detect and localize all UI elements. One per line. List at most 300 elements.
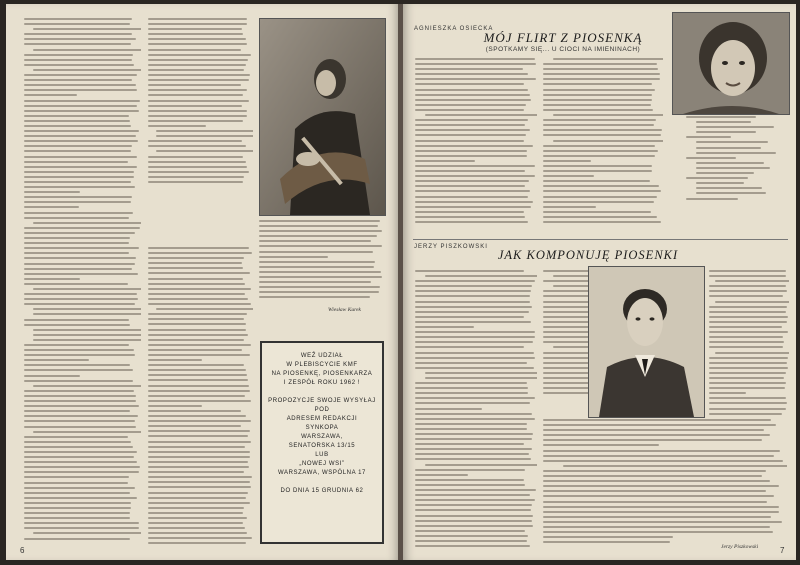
text-line <box>148 492 248 494</box>
announcement-line: ADRESEM REDAKCJI <box>286 416 358 422</box>
text-line <box>543 495 774 497</box>
text-line <box>24 135 136 137</box>
text-line <box>259 251 373 253</box>
announcement-line <box>262 388 382 397</box>
text-line <box>415 346 524 348</box>
text-line <box>543 109 653 111</box>
text-line <box>543 104 651 106</box>
text-line <box>24 186 135 188</box>
text-line <box>24 84 136 86</box>
text-line <box>543 190 661 192</box>
text-line <box>148 33 243 35</box>
text-line <box>24 461 137 463</box>
text-line <box>259 296 370 298</box>
announcement-line: PROPOZYCJE SWOJE WYSYŁAJ <box>268 398 376 404</box>
text-line <box>24 492 130 494</box>
text-line <box>415 165 535 167</box>
text-line <box>148 283 245 285</box>
text-line <box>415 211 524 213</box>
text-line <box>24 201 131 203</box>
text-line <box>415 520 532 522</box>
text-line <box>33 431 141 433</box>
left-page <box>6 4 399 560</box>
text-line <box>148 28 242 30</box>
text-line <box>24 237 130 239</box>
left-column-2-text-top <box>148 18 253 188</box>
text-line <box>415 387 528 389</box>
article2-column-2-bottom <box>543 419 787 551</box>
text-line <box>425 372 537 374</box>
text-line <box>415 367 534 369</box>
text-line <box>709 372 786 374</box>
text-line <box>24 451 137 453</box>
text-line <box>33 313 141 315</box>
text-line <box>148 390 250 392</box>
text-line <box>24 79 132 81</box>
text-line <box>543 501 767 503</box>
text-line <box>148 105 242 107</box>
text-line <box>148 49 241 51</box>
text-line <box>425 275 537 277</box>
article2-title: JAK KOMPONUJĘ PIOSENKI <box>497 248 679 262</box>
text-line <box>24 181 131 183</box>
text-line <box>415 469 525 471</box>
verse-line <box>696 187 762 189</box>
text-line <box>415 362 527 364</box>
text-line <box>24 43 131 45</box>
text-line <box>543 485 779 487</box>
text-line <box>259 276 382 278</box>
text-line <box>148 38 246 40</box>
text-line <box>415 221 528 223</box>
text-line <box>415 140 524 142</box>
text-line <box>543 541 670 543</box>
announcement-line: W PLEBISCYCIE KMF <box>286 362 358 368</box>
text-line <box>415 494 530 496</box>
text-line <box>543 455 774 457</box>
text-line <box>148 451 250 453</box>
text-line <box>709 387 785 389</box>
photo-agnieszka-osiecka <box>672 12 790 115</box>
text-line <box>415 119 528 121</box>
text-line <box>415 423 527 425</box>
text-line <box>148 527 245 529</box>
text-line <box>33 288 141 290</box>
text-line <box>148 120 243 122</box>
text-line <box>415 216 525 218</box>
text-line <box>415 321 531 323</box>
text-line <box>24 120 130 122</box>
text-line <box>24 54 133 56</box>
left-column-3-text <box>259 220 384 304</box>
text-line <box>709 382 786 384</box>
text-line <box>24 471 139 473</box>
text-line <box>33 69 141 71</box>
text-line <box>415 280 535 282</box>
text-line <box>563 465 787 467</box>
text-line <box>543 83 652 85</box>
text-line <box>24 446 133 448</box>
text-line <box>415 433 533 435</box>
text-line <box>709 295 783 297</box>
text-line <box>415 448 532 450</box>
text-line <box>156 150 253 152</box>
text-line <box>415 326 474 328</box>
text-line <box>415 382 527 384</box>
text-line <box>543 170 652 172</box>
text-line <box>24 232 135 234</box>
verse-line <box>696 172 754 174</box>
text-line <box>148 420 251 422</box>
text-line <box>543 460 783 462</box>
text-line <box>148 364 244 366</box>
text-line <box>415 509 531 511</box>
text-line <box>543 419 771 421</box>
verse-line <box>686 136 731 138</box>
right-page <box>403 4 796 560</box>
plebiscite-announcement-box <box>260 341 384 544</box>
text-line <box>148 166 247 168</box>
text-line <box>148 293 245 295</box>
text-line <box>415 474 468 476</box>
text-line <box>24 522 139 524</box>
announcement-line: NA PIOSENKĘ, PIOSENKARZA <box>271 371 373 377</box>
text-line <box>24 476 129 478</box>
text-line <box>24 293 137 295</box>
announcement-line: SENATORSKA 13/15 <box>288 443 356 449</box>
text-line <box>148 79 249 81</box>
text-line <box>24 538 130 540</box>
text-line <box>24 125 131 127</box>
text-line <box>24 145 132 147</box>
text-line <box>24 303 135 305</box>
text-line <box>415 418 535 420</box>
photo-jerzy-piszkowski <box>588 266 705 418</box>
text-line <box>24 512 130 514</box>
text-line <box>148 252 252 254</box>
text-line <box>415 155 527 157</box>
text-line <box>715 352 789 354</box>
text-line <box>24 390 134 392</box>
text-line <box>709 408 786 410</box>
text-line <box>709 316 788 318</box>
text-line <box>709 326 782 328</box>
text-line <box>415 175 535 177</box>
text-line <box>543 165 652 167</box>
text-line <box>24 212 133 214</box>
text-line <box>148 303 251 305</box>
photo-credit: Wiesław Kurek <box>328 307 361 313</box>
text-line <box>33 339 141 341</box>
text-line <box>415 336 535 338</box>
text-line <box>709 346 783 348</box>
text-line <box>148 517 247 519</box>
text-line <box>148 161 246 163</box>
text-line <box>148 262 242 264</box>
text-line <box>543 78 660 80</box>
text-line <box>415 428 527 430</box>
text-line <box>24 487 135 489</box>
text-line <box>709 331 788 333</box>
article1-title: MÓJ FLIRT Z PIOSENKĄ <box>483 30 643 45</box>
text-line <box>24 252 129 254</box>
text-line <box>24 482 128 484</box>
text-line <box>553 114 663 116</box>
article1-subtitle: (SPOTKAMY SIĘ... U CIOCI NA IMIENINACH) <box>485 46 641 53</box>
text-line <box>24 18 132 20</box>
text-line <box>156 130 253 132</box>
text-line <box>148 486 251 488</box>
text-line <box>24 257 136 259</box>
text-line <box>543 175 594 177</box>
text-line <box>415 124 525 126</box>
text-line <box>148 247 249 249</box>
text-line <box>148 140 242 142</box>
text-line <box>709 357 788 359</box>
text-line <box>148 54 251 56</box>
text-line <box>33 28 141 30</box>
text-line <box>148 318 244 320</box>
text-line <box>24 375 80 377</box>
text-line <box>148 395 245 397</box>
text-line <box>415 83 524 85</box>
text-line <box>148 156 243 158</box>
text-line <box>33 385 141 387</box>
text-line <box>148 298 248 300</box>
text-line <box>148 542 246 544</box>
text-line <box>24 110 139 112</box>
text-line <box>24 268 132 270</box>
text-line <box>415 479 524 481</box>
text-line <box>148 415 246 417</box>
text-line <box>709 306 787 308</box>
text-line <box>24 130 139 132</box>
text-line <box>415 285 532 287</box>
verse-line <box>686 198 738 200</box>
text-line <box>543 450 780 452</box>
text-line <box>24 166 137 168</box>
text-line <box>148 481 250 483</box>
text-line <box>415 150 527 152</box>
text-line <box>543 506 779 508</box>
text-line <box>709 311 786 313</box>
text-line <box>543 129 662 131</box>
text-line <box>24 191 80 193</box>
text-line <box>24 507 131 509</box>
text-line <box>415 290 531 292</box>
text-line <box>24 105 137 107</box>
text-line <box>148 471 244 473</box>
text-line <box>24 100 140 102</box>
text-line <box>24 324 130 326</box>
text-line <box>148 23 247 25</box>
text-line <box>148 257 244 259</box>
text-line <box>24 395 136 397</box>
text-line <box>415 109 524 111</box>
text-line <box>415 301 530 303</box>
text-line <box>148 405 202 407</box>
text-line <box>415 316 524 318</box>
text-line <box>148 100 249 102</box>
text-line <box>24 527 139 529</box>
text-line <box>543 119 656 121</box>
text-line <box>148 512 243 514</box>
text-line <box>24 59 132 61</box>
text-line <box>24 456 134 458</box>
text-line <box>24 161 128 163</box>
text-line <box>415 357 535 359</box>
announcement-line: SYNKOPA <box>305 425 339 431</box>
text-line <box>24 400 136 402</box>
text-line <box>259 281 371 283</box>
text-line <box>33 334 141 336</box>
verse-line <box>696 121 751 123</box>
verse-line <box>696 152 776 154</box>
text-line <box>148 59 248 61</box>
text-line <box>24 426 136 428</box>
text-line <box>415 525 533 527</box>
text-line <box>709 367 788 369</box>
text-line <box>415 311 529 313</box>
text-line <box>148 94 243 96</box>
text-line <box>543 94 652 96</box>
text-line <box>148 69 244 71</box>
announcement-line: DO DNIA 15 GRUDNIA 62 <box>280 488 364 494</box>
text-line <box>709 336 783 338</box>
text-line <box>415 499 535 501</box>
text-line <box>415 78 536 80</box>
text-line <box>415 94 530 96</box>
text-line <box>33 222 141 224</box>
text-line <box>259 261 375 263</box>
text-line <box>415 129 530 131</box>
verse-line <box>696 162 764 164</box>
text-line <box>24 354 135 356</box>
text-line <box>543 180 650 182</box>
text-line <box>24 497 137 499</box>
text-line <box>415 397 535 399</box>
text-line <box>148 461 248 463</box>
announcement-line: WARSZAWA, <box>301 434 343 440</box>
text-line <box>259 271 381 273</box>
text-line <box>415 190 530 192</box>
text-line <box>24 74 137 76</box>
text-line <box>24 217 129 219</box>
text-line <box>148 145 246 147</box>
text-line <box>24 283 128 285</box>
text-line <box>543 424 776 426</box>
text-line <box>24 263 135 265</box>
text-line <box>24 247 139 249</box>
text-line <box>148 532 247 534</box>
verse-line <box>686 157 736 159</box>
verse-line <box>686 177 748 179</box>
text-line <box>148 476 252 478</box>
text-line <box>425 464 537 466</box>
article1-author: AGNIESZKA OSIECKA <box>414 26 494 32</box>
verse-line <box>696 131 756 133</box>
text-line <box>148 507 244 509</box>
text-line <box>259 286 380 288</box>
text-line <box>709 275 786 277</box>
text-line <box>24 278 80 280</box>
text-line <box>415 180 529 182</box>
text-line <box>415 196 528 198</box>
text-line <box>709 413 782 415</box>
text-line <box>24 420 135 422</box>
text-line <box>148 430 250 432</box>
page-number-left: 6 <box>20 546 25 555</box>
text-line <box>543 124 654 126</box>
text-line <box>259 245 382 247</box>
text-line <box>24 64 134 66</box>
text-line <box>259 240 371 242</box>
text-line <box>543 526 770 528</box>
text-line <box>415 201 533 203</box>
text-line <box>415 515 533 517</box>
text-line <box>415 530 525 532</box>
text-line <box>415 331 535 333</box>
text-line <box>148 334 248 336</box>
verse-line <box>696 126 774 128</box>
text-line <box>715 301 789 303</box>
text-line <box>148 267 243 269</box>
text-line <box>415 170 525 172</box>
text-line <box>148 349 242 351</box>
text-line <box>415 160 475 162</box>
announcement-line: WARSZAWA, WSPÓLNA 17 <box>277 470 366 476</box>
page-number-right: 7 <box>780 546 785 555</box>
text-line <box>148 64 246 66</box>
text-line <box>24 502 131 504</box>
text-line <box>24 206 79 208</box>
text-line <box>415 104 526 106</box>
text-line <box>148 329 246 331</box>
text-line <box>148 115 247 117</box>
text-line <box>259 235 377 237</box>
text-line <box>24 359 89 361</box>
article2-author: JERZY PISZKOWSKI <box>414 244 488 250</box>
text-line <box>148 502 250 504</box>
text-line <box>148 74 250 76</box>
text-line <box>415 270 524 272</box>
text-line <box>148 84 241 86</box>
left-column-1-text <box>24 18 141 548</box>
text-line <box>415 453 529 455</box>
text-line <box>415 89 528 91</box>
verse-line <box>696 182 744 184</box>
text-line <box>415 504 532 506</box>
text-line <box>148 425 241 427</box>
text-line <box>709 270 786 272</box>
text-line <box>709 341 784 343</box>
text-line <box>543 511 779 513</box>
text-line <box>415 443 524 445</box>
verse-line <box>696 147 761 149</box>
text-line <box>543 475 762 477</box>
text-line <box>415 438 532 440</box>
text-line <box>24 415 138 417</box>
text-line <box>148 272 250 274</box>
text-line <box>148 497 246 499</box>
text-line <box>415 489 536 491</box>
text-line <box>709 321 787 323</box>
article2-column-1 <box>415 270 537 552</box>
text-line <box>24 23 130 25</box>
verse-line <box>696 167 770 169</box>
text-line <box>148 441 251 443</box>
text-line <box>148 110 247 112</box>
